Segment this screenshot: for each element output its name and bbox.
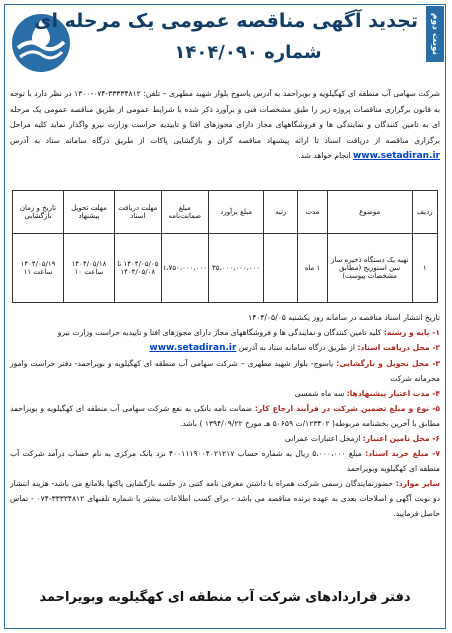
condition-item-3: ۳- محل تحویل و بازگشایی: یاسوج- بلوار شهید مطهری – شرکت سهامی آب منطقه ای کهگیلویه و بویراحمد- دفتر حراست وامور محرمانه شرکت xyxy=(10,359,440,383)
publication-round-label: نوبت دوم xyxy=(426,6,444,62)
condition-item-6: ۶- محل تامین اعتبار: ازمحل اعتبارات عمرانی xyxy=(284,434,440,443)
condition-item-5: ۵- نوع و مبلغ تضمین شرکت در فرآیند ارجاع کار: ضمانت نامه بانکی به نفع شرکت سهامی آب منطقه ای کهگیلویه و بویراحمد مطابق با آخرین بخشنامه مربوطه( ۱۲۳۴۰۲/ت ۵۰۶۵۹ هـ مورخ ۱۳۹۴/۰۹/۲۲ ) باشد. xyxy=(10,404,440,428)
header-cell: تاریخ و زمان بازگشایی xyxy=(13,191,64,234)
other-conditions: سایر موارد: حضورنمایندگان رسمی شرکت همراه با داشتن معرفی نامه کتبی در جلسه بازگشایی پاکتها بلامانع می باشد- هزینه انتشار دو نوبت آگهی و اصلاحات بعدی به عهده برنده مناقصه می باشد - برای کسب اطلاعات بیشتر با شماره تلفنهای ۳۳۳۳۴۸۱۲-۰۷۴ - تماس حاصل فرمایید. xyxy=(10,479,440,518)
cell-estimate: ۳۵،۰۰۰،۰۰۰،۰۰۰ xyxy=(209,234,264,303)
intro-text-end: انجام خواهد شد. xyxy=(298,151,351,160)
header-cell: رتبه xyxy=(264,191,298,234)
tender-number: شماره ۱۴۰۴/۰۹۰ xyxy=(174,42,322,63)
condition-item-1: ۱- پایه و رشته: کلیه تامین کنندگان و نمایندگی ها و فروشگاههای مجاز دارای مجوزهای افتا و تاییدیه حراست وزارت نیرو xyxy=(57,328,440,337)
cell-opening-date: ۱۴۰۴/۰۵/۱۹ ساعت ۱۱ xyxy=(13,234,64,303)
header-cell: مدت xyxy=(298,191,328,234)
header-cell: مبلغ ضمانت‌نامه xyxy=(161,191,208,234)
cell-submit-deadline: ۱۴۰۴/۰۵/۱۸ ساعت ۱۰ xyxy=(64,234,115,303)
cell-duration: ۱ ماه xyxy=(298,234,328,303)
table-row xyxy=(13,234,438,303)
intro-paragraph xyxy=(10,86,440,165)
condition-item-7: ۷- مبلغ خرید اسناد: مبلغ ۵،۰۰۰،۰۰۰ ریال به شماره حساب ۴۰۰۱۱۱۹۰۰۴۰۲۱۲۱۷ نزد بانک مرکزی به نام حساب درآمد شرکت آب منطقه ای کهگیلویه وبویراحمد xyxy=(10,449,440,473)
page-title: تجدید آگهی مناقصه عمومی یک مرحله ای xyxy=(34,10,418,32)
setad-link-2[interactable]: www.setadiran.ir xyxy=(149,343,237,353)
condition-item-2: ۲- محل دریافت اسناد: از طریق درگاه سامانه ستاد به آدرس www.setadiran.ir xyxy=(149,343,440,353)
footer-signature: دفتر قراردادهای شرکت آب منطقه ای کهگیلویه وبویراحمد xyxy=(39,590,411,605)
cell-row-number: ۱ xyxy=(412,234,437,303)
cell-guarantee: ۱،۷۵۰،۰۰۰،۰۰۰ xyxy=(161,234,208,303)
tender-table xyxy=(12,190,438,303)
header xyxy=(6,6,444,84)
header-cell: مبلغ برآورد xyxy=(209,191,264,234)
cell-subject: تهیه یک دستگاه ذخیره ساز سن استوریج (مطابق مشخصات پیوست) xyxy=(327,234,412,303)
condition-item-4: ۴- مدت اعتبار پیشنهادها: سه ماه شمسی xyxy=(294,389,440,398)
setad-link[interactable]: www.setadiran.ir xyxy=(352,151,440,161)
table-header-row xyxy=(13,191,438,234)
header-cell: مهلت تحویل پیشنهاد xyxy=(64,191,115,234)
header-cell: ردیف xyxy=(412,191,437,234)
header-cell: مهلت دریافت اسناد xyxy=(114,191,161,234)
cell-rank xyxy=(264,234,298,303)
publish-date: تاریخ انتشار اسناد مناقصه در سامانه روز یکشنبه ۱۴۰۴/۰۵/۰۵ xyxy=(248,313,440,322)
conditions-section xyxy=(10,310,440,521)
intro-text: شرکت سهامی آب منطقه ای کهگیلویه و بویراحمد به آدرس یاسوج بلوار شهید مطهری – تلفن: ۳۳۳۳۴۸۱۲-۰۷۴-۱۳۰۰ در نظر دارد با توجه به قانون برگزاری مناقصات پروژه زیر را طبق مشخصات فنی و برآورد ذکر شده با شرایط عمومی از طریق مناقصه عمومی یک مرحله ای به تامین کنندگان و نمایندگی ها و فروشگاههای مجاز دارای مجوزهای افتا و تاییدیه حراست وزارت نیرو واگذار نماید کلیه مراحل برگزاری مناقصه از دریافت اسناد تا ارائه پیشنهاد مناقصه گران و بازگشایی پاکات از طریق درگاه سامانه ستاد به آدرس xyxy=(10,89,441,145)
cell-doc-deadline: ۱۴۰۴/۰۵/۰۵ تا ۱۴۰۴/۰۵/۰۸ xyxy=(114,234,161,303)
header-cell: موضوع xyxy=(327,191,412,234)
